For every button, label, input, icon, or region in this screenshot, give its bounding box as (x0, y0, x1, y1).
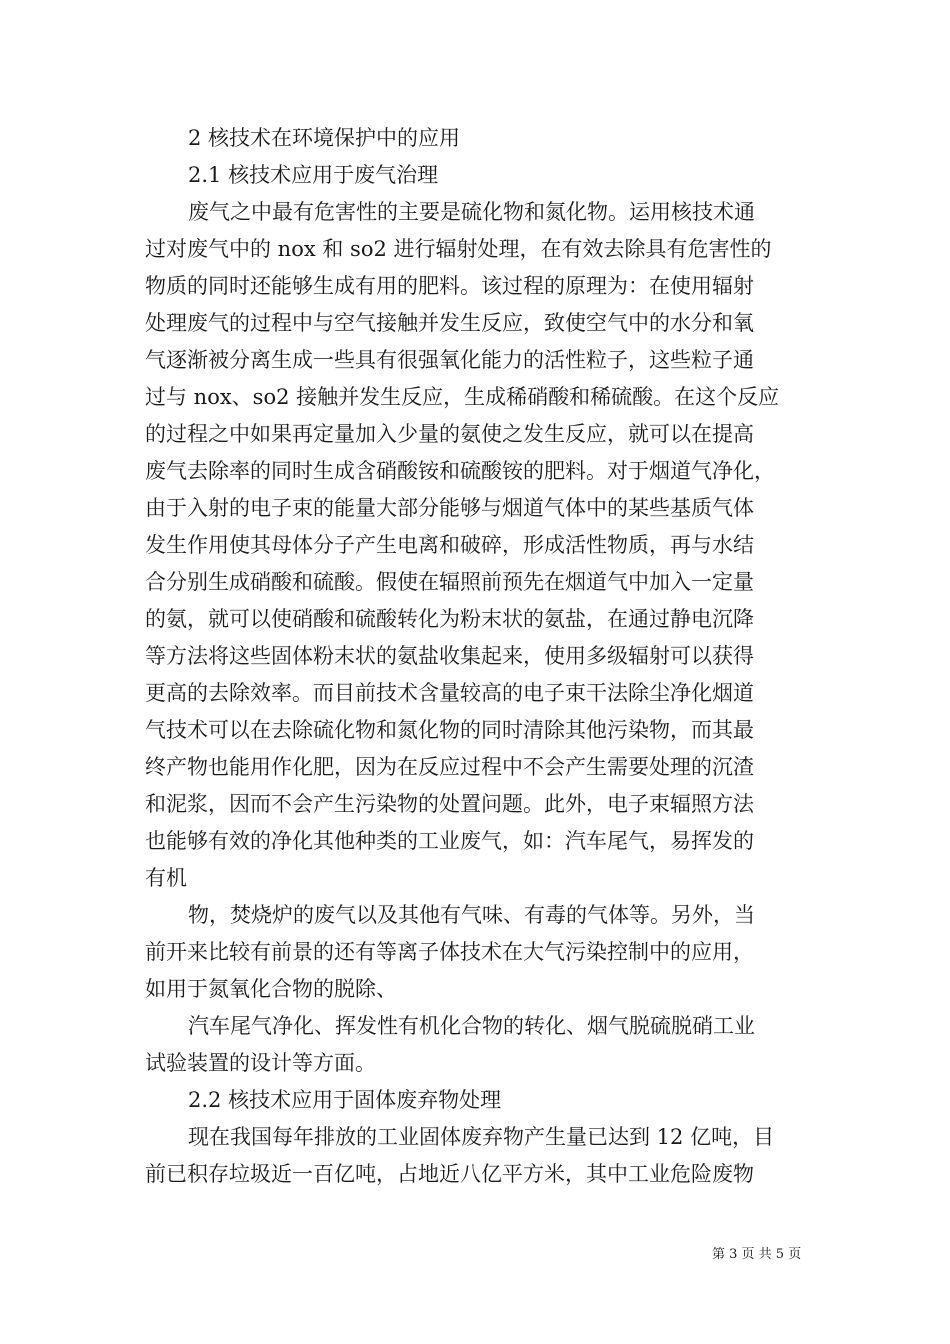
paragraph-line: 现在我国每年排放的工业固体废弃物产生量已达到 12 亿吨，目 (188, 1125, 775, 1149)
paragraph-line: 等方法将这些固体粉末状的氨盐收集起来，使用多级辐射可以获得 (145, 644, 754, 668)
paragraph-line: 物，焚烧炉的废气以及其他有气味、有毒的气体等。另外，当 (188, 903, 755, 927)
paragraph-line: 前开来比较有前景的还有等离子体技术在大气污染控制中的应用， (145, 940, 754, 964)
paragraph-line: 的过程之中如果再定量加入少量的氨使之发生反应，就可以在提高 (145, 422, 754, 446)
paragraph-line: 废气去除率的同时生成含硝酸铵和硫酸铵的肥料。对于烟道气净化， (145, 459, 775, 483)
paragraph-line: 的氨，就可以使硝酸和硫酸转化为粉末状的氨盐，在通过静电沉降 (145, 607, 754, 631)
paragraph-line: 也能够有效的净化其他种类的工业废气，如：汽车尾气，易挥发的 (145, 829, 754, 853)
paragraph-line: 和泥浆，因而不会产生污染物的处置问题。此外，电子束辐照方法 (145, 792, 754, 816)
paragraph-line: 由于入射的电子束的能量大部分能够与烟道气体中的某些基质气体 (145, 496, 754, 520)
paragraph-line: 过对废气中的 nox 和 so2 进行辐射处理，在有效去除具有危害性的 (145, 237, 772, 261)
paragraph-line: 汽车尾气净化、挥发性有机化合物的转化、烟气脱硫脱硝工业 (188, 1014, 755, 1038)
paragraph-line: 更高的去除效率。而目前技术含量较高的电子束干法除尘净化烟道 (145, 681, 754, 705)
paragraph-line: 终产物也能用作化肥，因为在反应过程中不会产生需要处理的沉渣 (145, 755, 754, 779)
paragraph-line: 处理废气的过程中与空气接触并发生反应，致使空气中的水分和氧 (145, 311, 754, 335)
paragraph-line: 气技术可以在去除硫化物和氮化物的同时清除其他污染物，而其最 (145, 718, 754, 742)
paragraph-line: 废气之中最有危害性的主要是硫化物和氮化物。运用核技术通 (188, 200, 755, 224)
paragraph-line: 合分别生成硝酸和硫酸。假使在辐照前预先在烟道气中加入一定量 (145, 570, 754, 594)
paragraph-line: 物质的同时还能够生成有用的肥料。该过程的原理为：在使用辐射 (145, 274, 754, 298)
paragraph-line: 如用于氮氧化合物的脱除、 (145, 977, 397, 1001)
paragraph-line: 前已积存垃圾近一百亿吨，占地近八亿平方米，其中工业危险废物 (145, 1162, 754, 1186)
section-heading: 2 核技术在环境保护中的应用 (188, 126, 461, 150)
subsection-heading: 2.2 核技术应用于固体废弃物处理 (188, 1088, 502, 1112)
paragraph-line: 过与 nox、so2 接触并发生反应，生成稀硝酸和稀硫酸。在这个反应 (145, 385, 780, 409)
page-number-footer: 第 3 页 共 5 页 (712, 1247, 802, 1262)
subsection-heading: 2.1 核技术应用于废气治理 (188, 163, 439, 187)
paragraph-line: 试验装置的设计等方面。 (145, 1051, 376, 1075)
paragraph-line: 气逐渐被分离生成一些具有很强氧化能力的活性粒子，这些粒子通 (145, 348, 754, 372)
paragraph-line: 发生作用使其母体分子产生电离和破碎，形成活性物质，再与水结 (145, 533, 754, 557)
paragraph-line: 有机 (145, 866, 187, 890)
